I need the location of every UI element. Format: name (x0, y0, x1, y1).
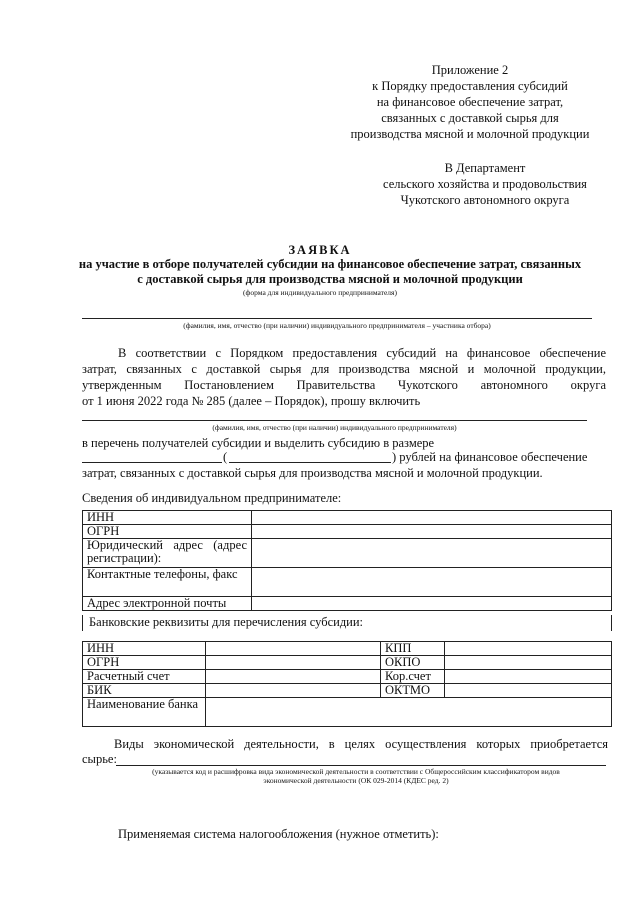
table-row (83, 642, 612, 656)
table-cell-value[interactable] (445, 670, 612, 684)
title-subtitle-2: с доставкой сырья для производства мясной и молочной продукции (137, 272, 523, 286)
amount-words-line[interactable] (229, 462, 391, 463)
table-row (83, 539, 612, 568)
bank-table (82, 641, 612, 727)
table-row (83, 698, 612, 727)
applicant-name-line-2[interactable] (82, 420, 587, 421)
table-row (83, 568, 612, 597)
addressee-line: Чукотского автономного округа (400, 193, 570, 207)
table-cell-value[interactable] (206, 684, 381, 698)
info-heading: Сведения об индивидуальном предпринимателе: (82, 491, 342, 505)
table-cell-label: ИНН (83, 511, 252, 525)
table-cell-label: Юридический адрес (адрес регистрации): (83, 539, 252, 568)
appendix-line: связанных с доставкой сырья для (381, 111, 559, 125)
table-cell-value[interactable] (252, 525, 612, 539)
table-row (83, 670, 612, 684)
table-cell-label: ОКТМО (381, 684, 445, 698)
para-line-2: затрат, связанных с доставкой сырья для производства мясной и молочной продукции, (82, 362, 606, 376)
addressee-line: сельского хозяйства и продовольствия (383, 177, 587, 191)
amount-number-line[interactable] (82, 462, 222, 463)
table-row (83, 511, 612, 525)
activity-line-2: сырье: (82, 752, 117, 766)
table-cell-value[interactable] (252, 511, 612, 525)
para-line-4: от 1 июня 2022 года № 285 (далее – Порядок), прошу включить (82, 394, 421, 408)
table-cell-label: ИНН (83, 642, 206, 656)
appendix-line: Приложение 2 (431, 63, 509, 77)
document-title: ЗАЯВКА (288, 243, 352, 257)
table-cell-value[interactable] (445, 656, 612, 670)
addressee-line: В Департамент (444, 161, 526, 175)
table-cell-value[interactable] (206, 656, 381, 670)
table-cell-label: ОГРН (83, 525, 252, 539)
table-cell-value[interactable] (206, 698, 612, 727)
table-cell-value[interactable] (445, 642, 612, 656)
appendix-block (320, 62, 620, 142)
table-cell-label: Расчетный счет (83, 670, 206, 684)
table-row (83, 525, 612, 539)
activity-caption-2: экономической деятельности (ОК 029-2014 (КДЕС ред. 2) (263, 776, 449, 785)
table-cell-label: Наименование банка (83, 698, 206, 727)
para-line-7: затрат, связанных с доставкой сырья для производства мясной и молочной продукции. (82, 466, 543, 480)
addressee-block (335, 160, 635, 208)
appendix-line: на финансовое обеспечение затрат, (376, 95, 564, 109)
table-cell-value[interactable] (252, 568, 612, 597)
applicant-caption: (фамилия, имя, отчество (при наличии) индивидуального предпринимателя – участника отбора) (183, 321, 491, 330)
amount-paren-open: ( (223, 450, 228, 464)
title-subtitle-1: на участие в отборе получателей субсидии на финансовое обеспечение затрат, связанных (78, 257, 582, 271)
bank-heading-text: Банковские реквизиты для перечисления субсидии: (89, 615, 364, 629)
table-row (83, 597, 612, 611)
table-cell-value[interactable] (206, 670, 381, 684)
appendix-line: к Порядку предоставления субсидий (372, 79, 568, 93)
bank-heading (82, 615, 612, 631)
table-cell-label: ОКПО (381, 656, 445, 670)
appendix-line: производства мясной и молочной продукции (350, 127, 590, 141)
table-cell-value[interactable] (252, 539, 612, 568)
para-line-3: утвержденным Постановлением Правительства Чукотского автономного округа (82, 378, 606, 392)
table-cell-value[interactable] (252, 597, 612, 611)
table-cell-value[interactable] (445, 684, 612, 698)
table-cell-label: КПП (381, 642, 445, 656)
para-line-1: В соответствии с Порядком предоставления субсидий на финансовое обеспечение (118, 346, 606, 360)
table-cell-value[interactable] (206, 642, 381, 656)
para-line-5: в перечень получателей субсидии и выделить субсидию в размере (82, 436, 435, 450)
amount-paren-close: ) рублей на финансовое обеспечение (392, 450, 588, 464)
table-cell-label: Адрес электронной почты (83, 597, 252, 611)
table-cell-label: БИК (83, 684, 206, 698)
table-cell-label: Кор.счет (381, 670, 445, 684)
table-row (83, 656, 612, 670)
activity-input-line[interactable] (116, 765, 606, 766)
activity-line-1: Виды экономической деятельности, в целях осуществления которых приобретается (114, 737, 608, 751)
table-cell-label: Контактные телефоны, факс (83, 568, 252, 597)
activity-caption-1: (указывается код и расшифровка вида экономической деятельности в соответствии с Общероссийским классификатором видов (152, 767, 560, 776)
table-cell-label: ОГРН (83, 656, 206, 670)
form-note: (форма для индивидуального предпринимателя) (243, 288, 397, 297)
applicant-caption-2: (фамилия, имя, отчество (при наличии) индивидуального предпринимателя) (212, 423, 457, 432)
applicant-name-line[interactable] (82, 318, 592, 319)
tax-system-label: Применяемая система налогообложения (нужное отметить): (118, 827, 439, 841)
table-row (83, 684, 612, 698)
ip-info-table (82, 510, 612, 611)
